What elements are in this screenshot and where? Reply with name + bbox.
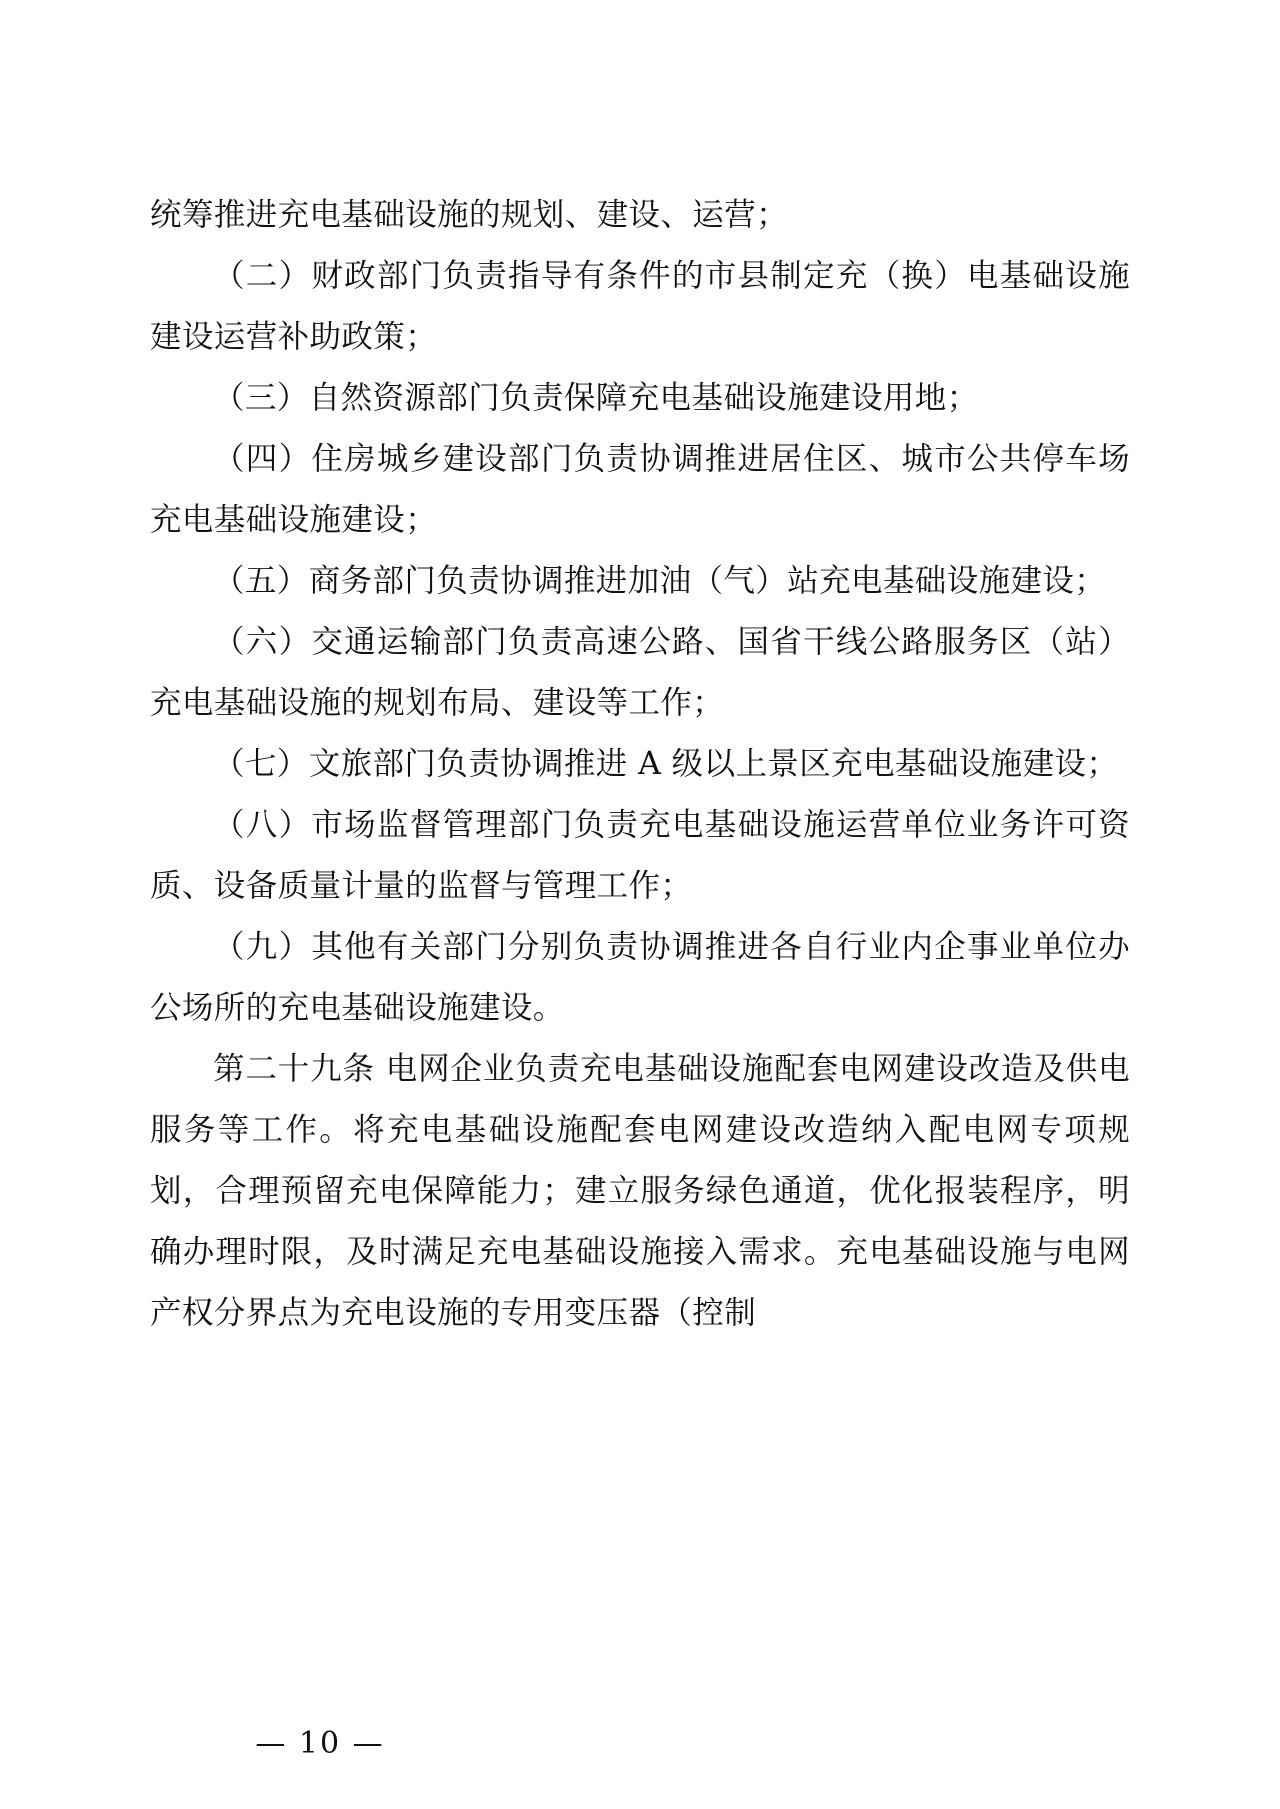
paragraph-item-6: （六）交通运输部门负责高速公路、国省干线公路服务区（站）充电基础设施的规划布局、建设等工作；	[150, 624, 1130, 721]
paragraph-item-8: （八）市场监督管理部门负责充电基础设施运营单位业务许可资质、设备质量计量的监督与管理工作；	[150, 807, 1130, 904]
document-body	[150, 185, 1130, 1344]
paragraph-item-3: （三）自然资源部门负责保障充电基础设施建设用地；	[213, 380, 979, 416]
paragraph-item-2: （二）财政部门负责指导有条件的市县制定充（换）电基础设施建设运营补助政策；	[150, 258, 1130, 355]
paragraph-item-7: （七）文旅部门负责协调推进 A 级以上景区充电基础设施建设；	[213, 746, 1119, 782]
paragraph-item-4: （四）住房城乡建设部门负责协调推进居住区、城市公共停车场充电基础设施建设；	[150, 441, 1130, 538]
paragraph-continued: 统筹推进充电基础设施的规划、建设、运营；	[150, 197, 789, 233]
paragraph-article-29: 第二十九条 电网企业负责充电基础设施配套电网建设改造及供电服务等工作。将充电基础设施配套电网建设改造纳入配电网专项规划，合理预留充电保障能力；建立服务绿色通道，优化报装程序，明确办理时限，及时满足充电基础设施接入需求。充电基础设施与电网产权分界点为充电设施的专用变压器（控制	[150, 1051, 1130, 1331]
paragraph-item-9: （九）其他有关部门分别负责协调推进各自行业内企事业单位办公场所的充电基础设施建设。	[150, 929, 1130, 1026]
paragraph-item-5: （五）商务部门负责协调推进加油（气）站充电基础设施建设；	[213, 563, 1107, 599]
page-number	[0, 1726, 1280, 1761]
page-number-label: — 10 —	[255, 1726, 385, 1761]
